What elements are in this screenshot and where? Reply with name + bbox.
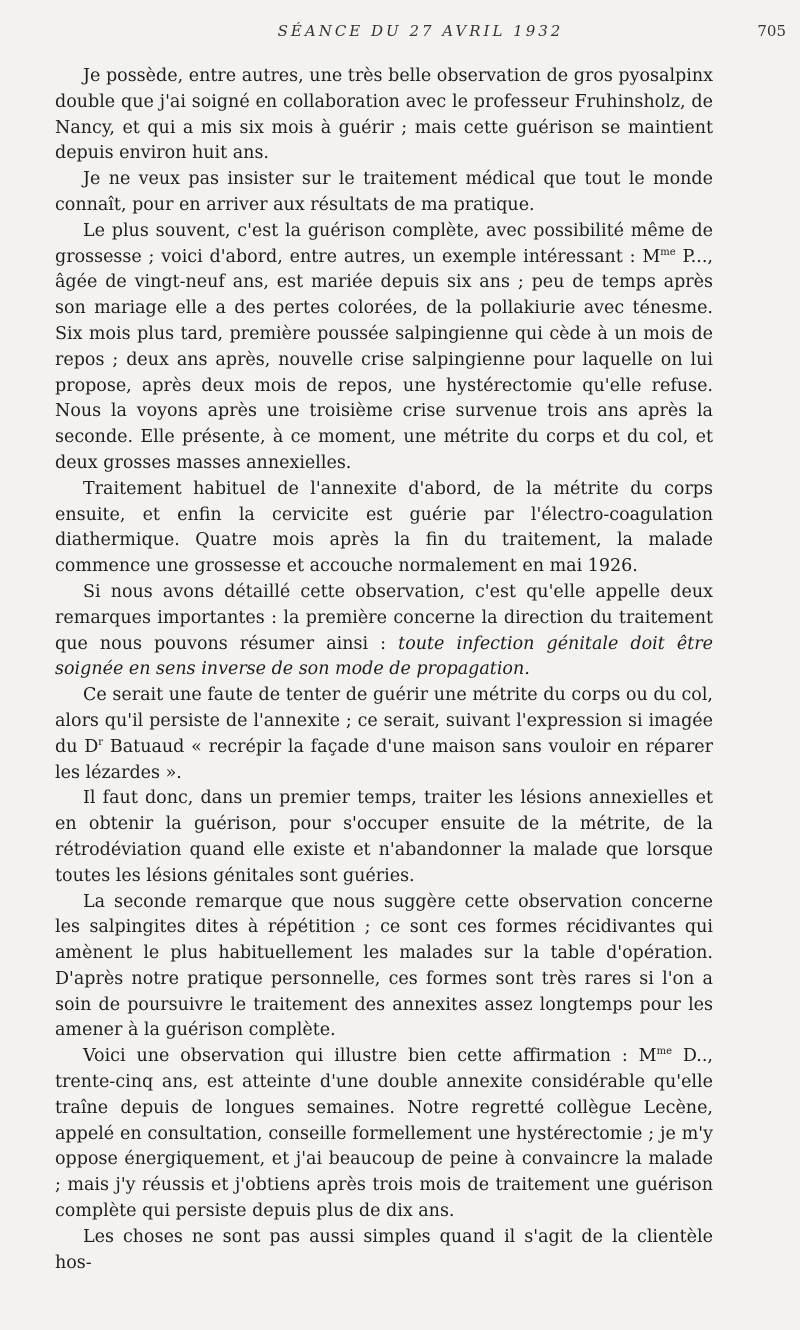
paragraph-2: Je ne veux pas insister sur le traitement médical que tout le monde connaît, pour en arriver aux résultats de ma pratique. <box>55 169 713 215</box>
paragraph-9 <box>55 1044 713 1225</box>
paragraph-5-text: Si nous avons détaillé cette observation, c'est qu'elle appelle deux remarques importantes : la première concerne la direction du traitement que nous pouvons résumer ainsi : <box>55 581 713 654</box>
page-number: 705 <box>757 22 786 40</box>
paragraph-6 <box>55 683 713 786</box>
paragraph-3-text-a: Le plus souvent, c'est la guérison complète, avec possibilité même de grossesse ; voici d'abord, entre autres, un exemple intéressant : M <box>55 220 713 267</box>
paragraph-6-text-a: Ce serait une faute de tenter de guérir une métrite du corps ou du col, alors qu'il persiste de l'annexite ; ce serait, suivant l'expression si imagée du D <box>55 685 713 757</box>
paragraph-4: Traitement habituel de l'annexite d'abord, de la métrite du corps ensuite, et enfin la cervicite est guérie par l'électro-coagulation diathermique. Quatre mois après la fin du traitement, la malade commence une grossesse et accouche normalement en mai 1926. <box>55 478 713 577</box>
paragraph-3-superscript: me <box>660 246 676 258</box>
paragraph-7: Il faut donc, dans un premier temps, traiter les lésions annexielles et en obtenir la guérison, pour s'occuper ensuite de la métrite, de la rétrodéviation quand elle existe et n'abandonner la malade que lorsque toutes les lésions génitales sont guéries. <box>55 788 713 886</box>
running-head: SÉANCE DU 27 AVRIL 1932 <box>277 22 564 40</box>
body-text <box>55 64 713 1276</box>
paragraph-5-italic-principle: toute infection génitale doit être soignée en sens inverse de son mode de propagation. <box>55 633 713 680</box>
paragraph-6-superscript: r <box>98 736 104 748</box>
paragraph-9-superscript: me <box>656 1046 673 1058</box>
paragraph-9-text-a: Voici une observation qui illustre bien cette affirmation : M <box>83 1046 657 1067</box>
paragraph-10: Les choses ne sont pas aussi simples quand il s'agit de la clientèle hos- <box>55 1226 713 1273</box>
paragraph-8: La seconde remarque que nous suggère cette observation concerne les salpingites dites à répétition ; ce sont ces formes récidivantes qui amènent le plus habituellement les malades sur la table d'opération. D'après notre pratique personnelle, ces formes sont très rares si l'on a soin de poursuivre le traitement des annexites assez longtemps pour les amener à la guérison complète. <box>55 891 713 1041</box>
paragraph-3-text-b: P..., âgée de vingt-neuf ans, est mariée depuis six ans ; peu de temps après son mariage elle a des pertes colorées, de la pollakiurie avec ténesme. Six mois plus tard, première poussée salpingienne qui cède à un mois de repos ; deux ans après, nouvelle crise salpingienne pour laquelle on lui propose, après deux mois de repos, une hystérectomie qu'elle refuse. Nous la voyons après une troisième crise survenue trois ans après la seconde. Elle présente, à ce moment, une métrite du corps et du col, et deux grosses masses annexielles. <box>55 246 713 473</box>
page-header <box>55 22 786 44</box>
paragraph-3 <box>55 219 713 477</box>
paragraph-5 <box>55 580 713 683</box>
paragraph-6-text-b: Batuaud « recrépir la façade d'une maison sans vouloir en réparer les lézardes ». <box>55 736 713 783</box>
paragraph-9-text-b: D.., trente-cinq ans, est atteinte d'une double annexite considérable qu'elle traîne depuis de longues semaines. Notre regretté collègue Lecène, appelé en consultation, conseille formellement une hystérectomie ; je m'y oppose énergiquement, et j'ai beaucoup de peine à convaincre la malade ; mais j'y réussis et j'obtiens après trois mois de traitement une guérison complète qui persiste depuis plus de dix ans. <box>55 1046 713 1222</box>
paragraph-1: Je possède, entre autres, une très belle observation de gros pyosalpinx double que j'ai soigné en collaboration avec le professeur Fruhinsholz, de Nancy, et qui a mis six mois à guérir ; mais cette guérison se maintient depuis environ huit ans. <box>55 66 713 164</box>
